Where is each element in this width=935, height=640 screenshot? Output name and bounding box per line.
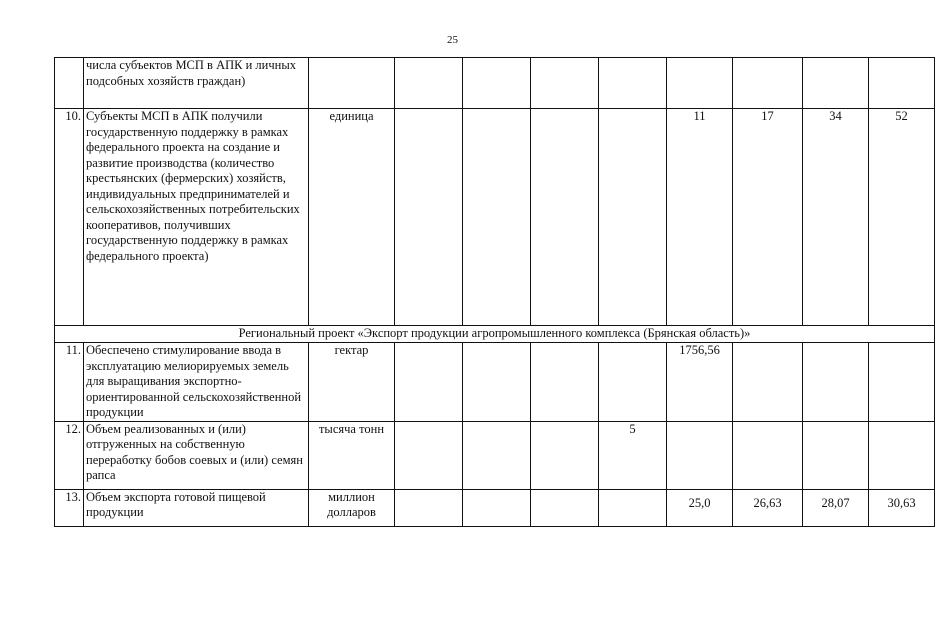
unit-cell: единица	[309, 109, 395, 326]
value-cell	[463, 489, 531, 526]
value-cell: 28,07	[803, 489, 869, 526]
value-cell	[463, 58, 531, 109]
value-cell	[531, 489, 599, 526]
value-cell	[531, 58, 599, 109]
indicators-table	[54, 57, 935, 527]
row-number: 10.	[55, 109, 84, 326]
value-cell	[463, 421, 531, 489]
value-cell: 30,63	[869, 489, 935, 526]
value-cell	[395, 421, 463, 489]
value-cell	[733, 421, 803, 489]
value-cell	[733, 343, 803, 422]
value-cell	[869, 343, 935, 422]
value-cell	[599, 343, 667, 422]
value-cell	[667, 421, 733, 489]
value-cell: 1756,56	[667, 343, 733, 422]
value-cell	[599, 58, 667, 109]
value-cell	[531, 109, 599, 326]
value-cell	[803, 421, 869, 489]
value-cell: 11	[667, 109, 733, 326]
value-cell	[869, 58, 935, 109]
value-cell	[531, 343, 599, 422]
value-cell	[869, 421, 935, 489]
row-number: 12.	[55, 421, 84, 489]
value-cell	[395, 109, 463, 326]
row-number	[55, 58, 84, 109]
table-row	[55, 109, 935, 326]
value-cell: 34	[803, 109, 869, 326]
unit-cell: тысяча тонн	[309, 421, 395, 489]
table-row	[55, 343, 935, 422]
value-cell: 17	[733, 109, 803, 326]
value-cell: 5	[599, 421, 667, 489]
unit-cell: гектар	[309, 343, 395, 422]
indicator-name: Объем экспорта готовой пищевой продукции	[84, 489, 309, 526]
row-number: 11.	[55, 343, 84, 422]
value-cell: 52	[869, 109, 935, 326]
value-cell: 26,63	[733, 489, 803, 526]
section-row	[55, 326, 935, 343]
value-cell	[395, 489, 463, 526]
indicator-name: Объем реализованных и (или) отгруженных на собственную переработку бобов соевых и (или) семян рапса	[84, 421, 309, 489]
page-number: 25	[447, 34, 458, 46]
table-row	[55, 58, 935, 109]
unit-cell	[309, 58, 395, 109]
value-cell	[733, 58, 803, 109]
value-cell	[463, 343, 531, 422]
indicator-name: числа субъектов МСП в АПК и личных подсобных хозяйств граждан)	[84, 58, 309, 109]
value-cell	[667, 58, 733, 109]
value-cell	[803, 58, 869, 109]
row-number: 13.	[55, 489, 84, 526]
value-cell	[803, 343, 869, 422]
value-cell	[463, 109, 531, 326]
value-cell: 25,0	[667, 489, 733, 526]
value-cell	[599, 109, 667, 326]
indicator-name: Обеспечено стимулирование ввода в эксплуатацию мелиорируемых земель для выращивания экспортно-ориентированной сельскохозяйственной продукции	[84, 343, 309, 422]
value-cell	[599, 489, 667, 526]
indicator-name: Субъекты МСП в АПК получили государственную поддержку в рамках федерального проекта на создание и развитие производства (количество крестьянских (фермерских) хозяйств, индивидуальных предпринимателей и сельскохозяйственных потребительских кооперативов, получивших государственную поддержку в рамках федерального проекта)	[84, 109, 309, 326]
table-row	[55, 489, 935, 526]
table-row	[55, 421, 935, 489]
section-title: Региональный проект «Экспорт продукции агропромышленного комплекса (Брянская область)»	[55, 326, 935, 343]
value-cell	[395, 343, 463, 422]
unit-cell: миллион долларов	[309, 489, 395, 526]
value-cell	[395, 58, 463, 109]
value-cell	[531, 421, 599, 489]
